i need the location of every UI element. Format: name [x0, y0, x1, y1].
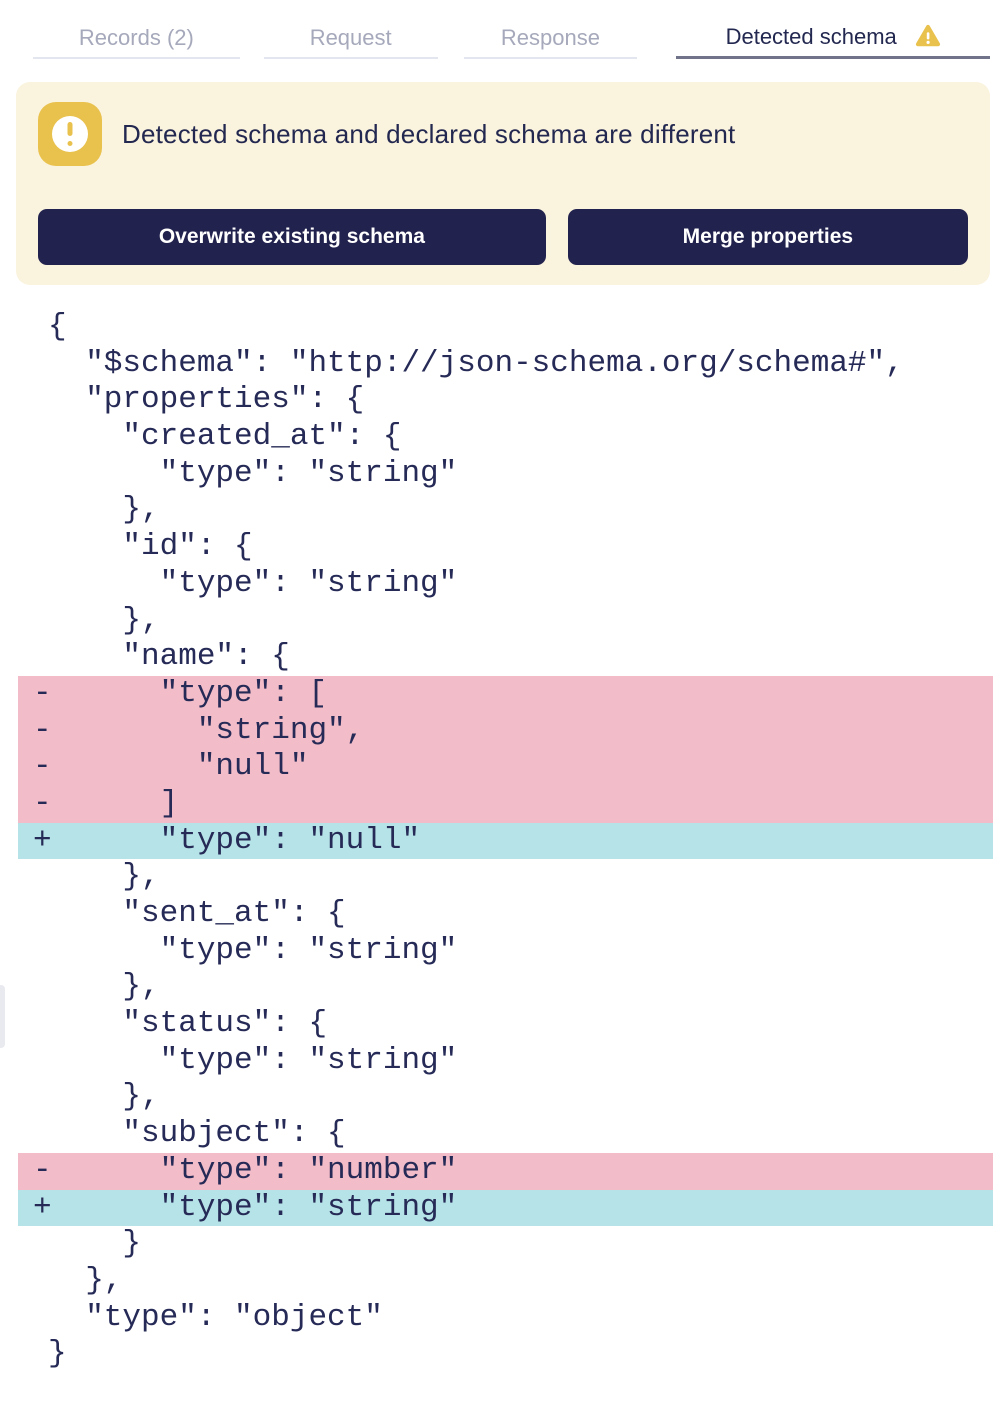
- code-text: "properties": {: [48, 382, 365, 418]
- code-line: [18, 1153, 993, 1190]
- banner-buttons: [38, 209, 968, 265]
- code-line: [18, 676, 993, 713]
- code-line: [18, 1263, 993, 1300]
- diff-marker: +: [33, 822, 52, 858]
- tab-request-label: Request: [309, 24, 392, 50]
- code-line: [18, 1043, 993, 1080]
- code-text: "name": {: [48, 639, 290, 675]
- schema-mismatch-banner: [16, 82, 990, 285]
- alert-exclamation-icon: [38, 102, 102, 166]
- diff-marker: -: [33, 1152, 52, 1188]
- merge-properties-button[interactable]: Merge properties: [568, 209, 968, 265]
- code-line: [18, 1006, 993, 1043]
- diff-marker: -: [33, 785, 52, 821]
- code-text: },: [48, 1262, 123, 1298]
- warning-triangle-icon: [915, 26, 941, 48]
- code-text: {: [48, 309, 67, 344]
- diff-marker: +: [33, 1189, 52, 1225]
- code-text: "type": "string": [48, 1189, 458, 1225]
- code-line: [18, 896, 993, 933]
- code-text: },: [48, 602, 160, 638]
- tab-detected-schema[interactable]: [676, 0, 990, 59]
- code-text: "type": "number": [48, 1152, 458, 1188]
- code-line: [18, 382, 993, 419]
- code-line: [18, 1226, 993, 1263]
- tab-response[interactable]: [464, 0, 638, 59]
- diff-marker: -: [33, 712, 52, 748]
- alert-circle: [52, 116, 88, 152]
- code-text: "$schema": "http://json-schema.org/schema#",: [48, 345, 904, 381]
- code-text: "type": "null": [48, 822, 421, 858]
- code-text: "type": "string": [48, 932, 458, 968]
- code-line: [18, 823, 993, 860]
- tab-response-label: Response: [500, 24, 600, 50]
- code-line: [18, 1190, 993, 1227]
- tab-request[interactable]: [264, 0, 438, 59]
- schema-diff-viewer: [0, 309, 1006, 1373]
- code-line: [18, 1336, 993, 1373]
- code-text: }: [48, 1336, 67, 1372]
- code-text: "sent_at": {: [48, 896, 346, 931]
- code-text: "string",: [48, 712, 365, 748]
- tab-records-label: Records (2): [78, 24, 194, 50]
- code-line: [18, 346, 993, 383]
- scrollbar-thumb[interactable]: [0, 985, 5, 1048]
- code-line: [18, 603, 993, 640]
- banner-message: Detected schema and declared schema are different: [122, 118, 736, 149]
- code-text: "id": {: [48, 529, 253, 565]
- code-line: [18, 566, 993, 603]
- code-text: }: [48, 1226, 142, 1262]
- code-text: "created_at": {: [48, 419, 402, 455]
- code-text: "type": [: [48, 675, 328, 711]
- code-line: [18, 713, 993, 750]
- code-line: [18, 492, 993, 529]
- code-line: [18, 529, 993, 566]
- overwrite-schema-button[interactable]: Overwrite existing schema: [38, 209, 546, 265]
- code-line: [18, 786, 993, 823]
- code-text: "type": "object": [48, 1299, 383, 1335]
- code-line: [18, 456, 993, 493]
- tab-detected-schema-label: Detected schema: [725, 24, 897, 49]
- code-line: [18, 419, 993, 456]
- code-text: "null": [48, 749, 309, 785]
- tab-records[interactable]: [33, 0, 240, 59]
- code-text: ]: [48, 785, 179, 821]
- code-line: [18, 933, 993, 970]
- code-line: [18, 859, 993, 896]
- code-line: [18, 1300, 993, 1337]
- tab-bar: [0, 0, 1006, 59]
- code-text: "type": "string": [48, 1042, 458, 1078]
- code-text: "type": "string": [48, 455, 458, 491]
- code-text: },: [48, 492, 160, 528]
- diff-marker: -: [33, 675, 52, 711]
- code-line: [18, 1079, 993, 1116]
- code-line: [18, 969, 993, 1006]
- code-line: [18, 639, 993, 676]
- banner-header: [38, 102, 968, 166]
- code-text: },: [48, 1079, 160, 1115]
- code-text: },: [48, 969, 160, 1005]
- code-text: "type": "string": [48, 565, 458, 601]
- code-text: "subject": {: [48, 1116, 346, 1152]
- diff-marker: -: [33, 749, 52, 785]
- code-text: "status": {: [48, 1006, 328, 1042]
- code-line: [18, 1116, 993, 1153]
- code-line: [18, 309, 993, 346]
- code-line: [18, 749, 993, 786]
- code-text: },: [48, 859, 160, 895]
